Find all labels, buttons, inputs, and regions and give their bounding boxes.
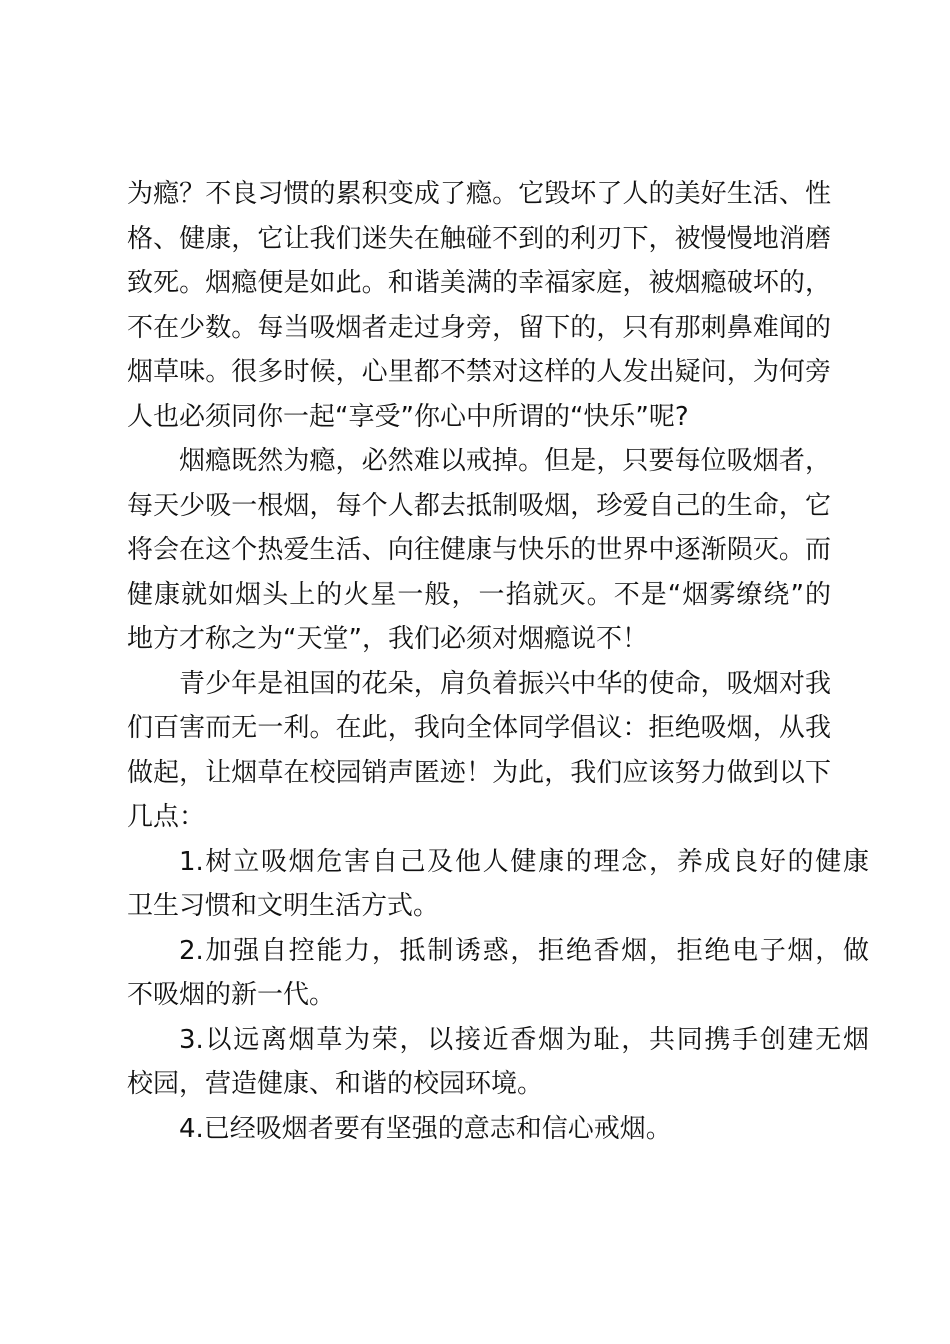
text-line: 格、健康，它让我们迷失在触碰不到的利刃下，被慢慢地消磨 xyxy=(127,223,831,254)
list-item-1: 1.树立吸烟危害自己及他人健康的理念，养成良好的健康 xyxy=(179,846,869,877)
text-line: 烟草味。很多时候，心里都不禁对这样的人发出疑问，为何旁 xyxy=(127,357,831,387)
list-item-3: 3.以远离烟草为荣，以接近香烟为耻，共同携手创建无烟 xyxy=(179,1024,869,1055)
paragraph-first-line: 青少年是祖国的花朵，肩负着振兴中华的使命，吸烟对我 xyxy=(179,668,831,699)
paragraph-first-line: 烟瘾既然为瘾，必然难以戒掉。但是，只要每位吸烟者， xyxy=(179,446,831,476)
text-line: 每天少吸一根烟，每个人都去抵制吸烟，珍爱自己的生命，它 xyxy=(127,490,831,521)
text-line: 致死。烟瘾便是如此。和谐美满的幸福家庭，被烟瘾破坏的， xyxy=(127,268,831,298)
text-line: 做起，让烟草在校园销声匿迹！为此，我们应该努力做到以下 xyxy=(127,757,831,788)
list-item-2-cont: 不吸烟的新一代。 xyxy=(127,980,336,1010)
body-text xyxy=(127,172,869,1151)
list-item-1-cont: 卫生习惯和文明生活方式。 xyxy=(127,891,440,921)
list-item-3-cont: 校园，营造健康、和谐的校园环境。 xyxy=(127,1069,544,1099)
list-item-2: 2.加强自控能力，抵制诱惑，拒绝香烟，拒绝电子烟，做 xyxy=(179,935,869,966)
text-line: 健康就如烟头上的火星一般，一掐就灭。不是“烟雾缭绕”的 xyxy=(127,579,831,610)
text-line: 几点： xyxy=(127,802,206,832)
list-item-4: 4.已经吸烟者要有坚强的意志和信心戒烟。 xyxy=(179,1113,672,1144)
text-line: 们百害而无一利。在此，我向全体同学倡议：拒绝吸烟，从我 xyxy=(127,713,831,743)
text-line: 为瘾？不良习惯的累积变成了瘾。它毁坏了人的美好生活、性 xyxy=(127,179,831,209)
text-line: 不在少数。每当吸烟者走过身旁，留下的，只有那刺鼻难闻的 xyxy=(127,312,831,343)
text-line: 人也必须同你一起“享受”你心中所谓的“快乐”呢? xyxy=(127,401,689,432)
text-line: 将会在这个热爱生活、向往健康与快乐的世界中逐渐陨灭。而 xyxy=(127,535,831,565)
text-line: 地方才称之为“天堂”，我们必须对烟瘾说不！ xyxy=(127,624,648,654)
